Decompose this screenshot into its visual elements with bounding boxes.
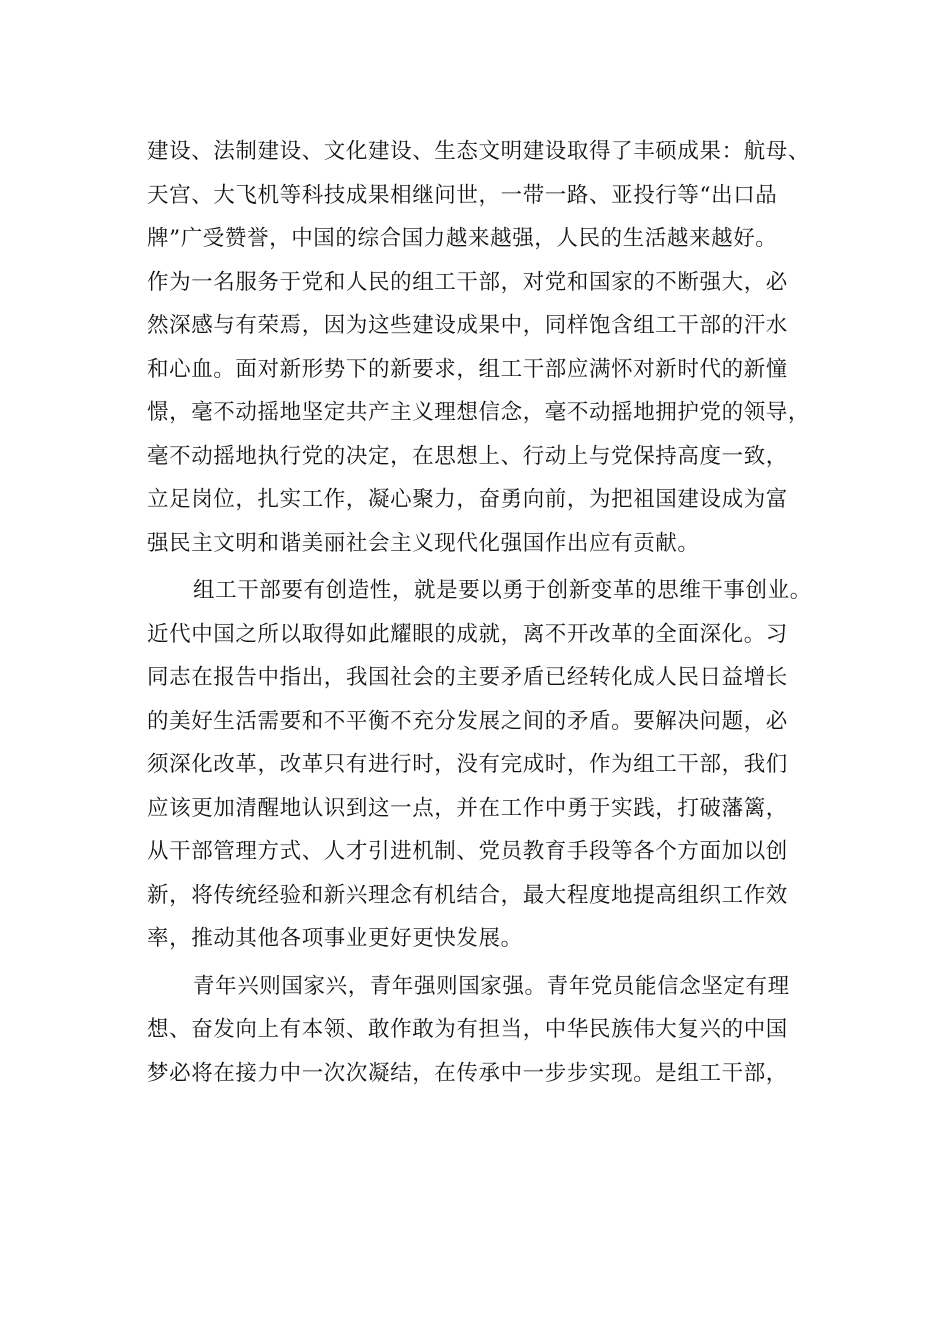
paragraph-2-line-5: 须深化改革，改革只有进行时，没有完成时，作为组工干部，我们 xyxy=(147,752,788,777)
paragraph-1-line-6: 和心血。面对新形势下的新要求，组工干部应满怀对新时代的新憧 xyxy=(147,356,788,382)
paragraph-1-line-5: 然深感与有荣焉，因为这些建设成果中，同样饱含组工干部的汗水 xyxy=(147,313,788,338)
paragraph-3-line-3: 梦必将在接力中一次次凝结，在传承中一步步实现。是组工干部， xyxy=(147,1060,788,1086)
body-text xyxy=(147,130,847,1095)
paragraph-1-line-4: 作为一名服务于党和人民的组工干部，对党和国家的不断强大，必 xyxy=(147,269,788,295)
paragraph-2-line-1: 组工干部要有创造性，就是要以勇于创新变革的思维干事创业。 xyxy=(193,578,812,603)
paragraph-1-line-9: 立足岗位，扎实工作，凝心聚力，奋勇向前，为把祖国建设成为富 xyxy=(147,487,788,512)
paragraph-2-line-9: 率，推动其他各项事业更好更快发展。 xyxy=(147,926,523,951)
paragraph-3-line-2: 想、奋发向上有本领、敢作敢为有担当，中华民族伟大复兴的中国 xyxy=(147,1017,788,1042)
paragraph-2-line-4: 的美好生活需要和不平衡不充分发展之间的矛盾。要解决问题，必 xyxy=(147,708,788,734)
paragraph-2-line-8: 新，将传统经验和新兴理念有机结合，最大程度地提高组织工作效 xyxy=(147,882,788,908)
paragraph-1-line-2: 天宫、大飞机等科技成果相继问世，一带一路、亚投行等“出口品 xyxy=(147,182,778,208)
paragraph-1-line-7: 憬，毫不动摇地坚定共产主义理想信念，毫不动摇地拥护党的领导， xyxy=(147,400,811,425)
paragraph-1-line-1: 建设、法制建设、文化建设、生态文明建设取得了丰硕成果：航母、 xyxy=(147,139,811,164)
paragraph-2-line-2: 近代中国之所以取得如此耀眼的成就，离不开改革的全面深化。习 xyxy=(147,621,788,647)
paragraph-1-line-8: 毫不动摇地执行党的决定，在思想上、行动上与党保持高度一致， xyxy=(147,443,788,469)
paragraph-2-line-6: 应该更加清醒地认识到这一点，并在工作中勇于实践，打破藩篱， xyxy=(147,795,788,821)
paragraph-2-line-7: 从干部管理方式、人才引进机制、党员教育手段等各个方面加以创 xyxy=(147,839,788,864)
paragraph-3-line-1: 青年兴则国家兴，青年强则国家强。青年党员能信念坚定有理 xyxy=(193,973,790,999)
paragraph-1-line-10: 强民主文明和谐美丽社会主义现代化强国作出应有贡献。 xyxy=(147,530,700,556)
paragraph-1-line-3: 牌”广受赞誉，中国的综合国力越来越强，人民的生活越来越好。 xyxy=(147,226,778,251)
paragraph-2-line-3: 同志在报告中指出，我国社会的主要矛盾已经转化成人民日益增长 xyxy=(147,665,788,690)
